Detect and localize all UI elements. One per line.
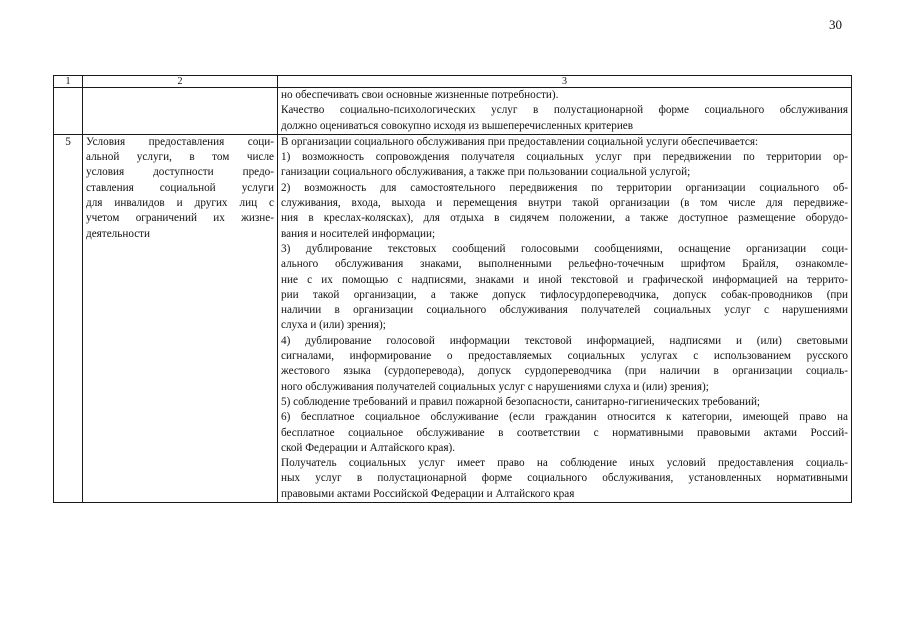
text-line: служивания, входа, выхода и перемещения внутри такой организации (в том числе для передвиже- (281, 197, 848, 210)
row-text-cell (278, 134, 852, 502)
text-line: 5) соблюдение требований и правил пожарной безопасности, санитарно-гигиенических требований; (281, 395, 761, 408)
row-number-cell: 5 (54, 134, 83, 502)
text-line: ганизации социального обслуживания, а также при пользовании социальной услугой; (281, 166, 691, 179)
text-line: наличии в организации социального обслуживания получателей социальных услуг с нарушениями (281, 304, 848, 317)
table-row-5 (54, 134, 852, 502)
table-header-row (54, 76, 852, 88)
text-line: ния в креслах-колясках), для отдыха в сидячем положении, а также доступное размещение оборудо- (281, 212, 848, 225)
header-cell-3: 3 (278, 76, 852, 88)
text-line: слуха и (или) зрения); (281, 319, 386, 332)
continuation-number-cell (54, 88, 83, 135)
text-line: В организации социального обслуживания при предоставлении социальной услуги обеспечивается: (281, 135, 759, 148)
text-line: правовыми актами Российской Федерации и Алтайского края (281, 487, 575, 500)
document-table (53, 75, 852, 503)
header-cell-2: 2 (83, 76, 278, 88)
row-title-cell (83, 134, 278, 502)
text-line: жестового языка (сурдоперевода), допуск сурдопереводчика (при наличии в организации социаль- (281, 365, 848, 378)
text-line: ской Федерации и Алтайского края). (281, 441, 456, 454)
title-line: Условия предоставления соци- (86, 135, 274, 148)
title-line: для инвалидов и других лиц с (86, 197, 274, 210)
text-line: 3) дублирование текстовых сообщений голосовыми сообщениями, оснащение организации соци- (281, 242, 848, 255)
text-line: Качество социально-психологических услуг в полустационарной форме социального обслуживания (281, 104, 848, 117)
title-line: альной услуги, в том числе (86, 151, 274, 164)
text-line: но обеспечивать свои основные жизненные потребности). (281, 89, 559, 101)
title-line: деятельности (86, 227, 151, 240)
title-line: ставления социальной услуги (86, 181, 274, 194)
text-line: ние с их помощью с надписями, знаками и иной текстовой и графической информацией на террито- (281, 273, 848, 286)
title-line: условия доступности предо- (86, 166, 274, 179)
page-number: 30 (829, 17, 842, 32)
text-line: должно оцениваться совокупно исходя из вышеперечисленных критериев (281, 119, 634, 132)
text-line: 6) бесплатное социальное обслуживание (если гражданин относится к категории, имеющей право на (281, 411, 848, 424)
text-line: рии такой организации, а также допуск тифлосурдопереводчика, допуск собак-проводников (при (281, 288, 848, 301)
text-line: сигналами, информирование о предоставляемых социальных услугах с использованием русского (281, 350, 848, 363)
continuation-title-cell (83, 88, 278, 135)
text-line: 4) дублирование голосовой информации текстовой информацией, надписями и (или) световыми (281, 334, 848, 347)
text-line: вания и носителей информации; (281, 227, 436, 240)
text-line: 2) возможность для самостоятельного передвижения по территории организации социального об- (281, 181, 848, 194)
continuation-text-cell (278, 88, 852, 135)
text-line: ных услуг в полустационарной форме социального обслуживания, установленных нормативными (281, 472, 848, 485)
text-line: бесплатное социальное обслуживание в соответствии с нормативными правовыми актами Россий- (281, 426, 848, 439)
text-line: ного обслуживания получателей социальных услуг с нарушениями слуха и (или) зрения); (281, 380, 709, 393)
title-line: учетом ограничений их жизне- (86, 212, 274, 225)
text-line: 1) возможность сопровождения получателя социальных услуг при передвижении по территории ор- (281, 151, 848, 164)
text-line: ального обслуживания знаками, выполненными рельефно-точечным шрифтом Брайля, ознакомле- (281, 258, 848, 271)
continuation-row (54, 88, 852, 135)
header-cell-1: 1 (54, 76, 83, 88)
text-line: Получатель социальных услуг имеет право на соблюдение иных условий предоставления социаль- (281, 457, 848, 470)
